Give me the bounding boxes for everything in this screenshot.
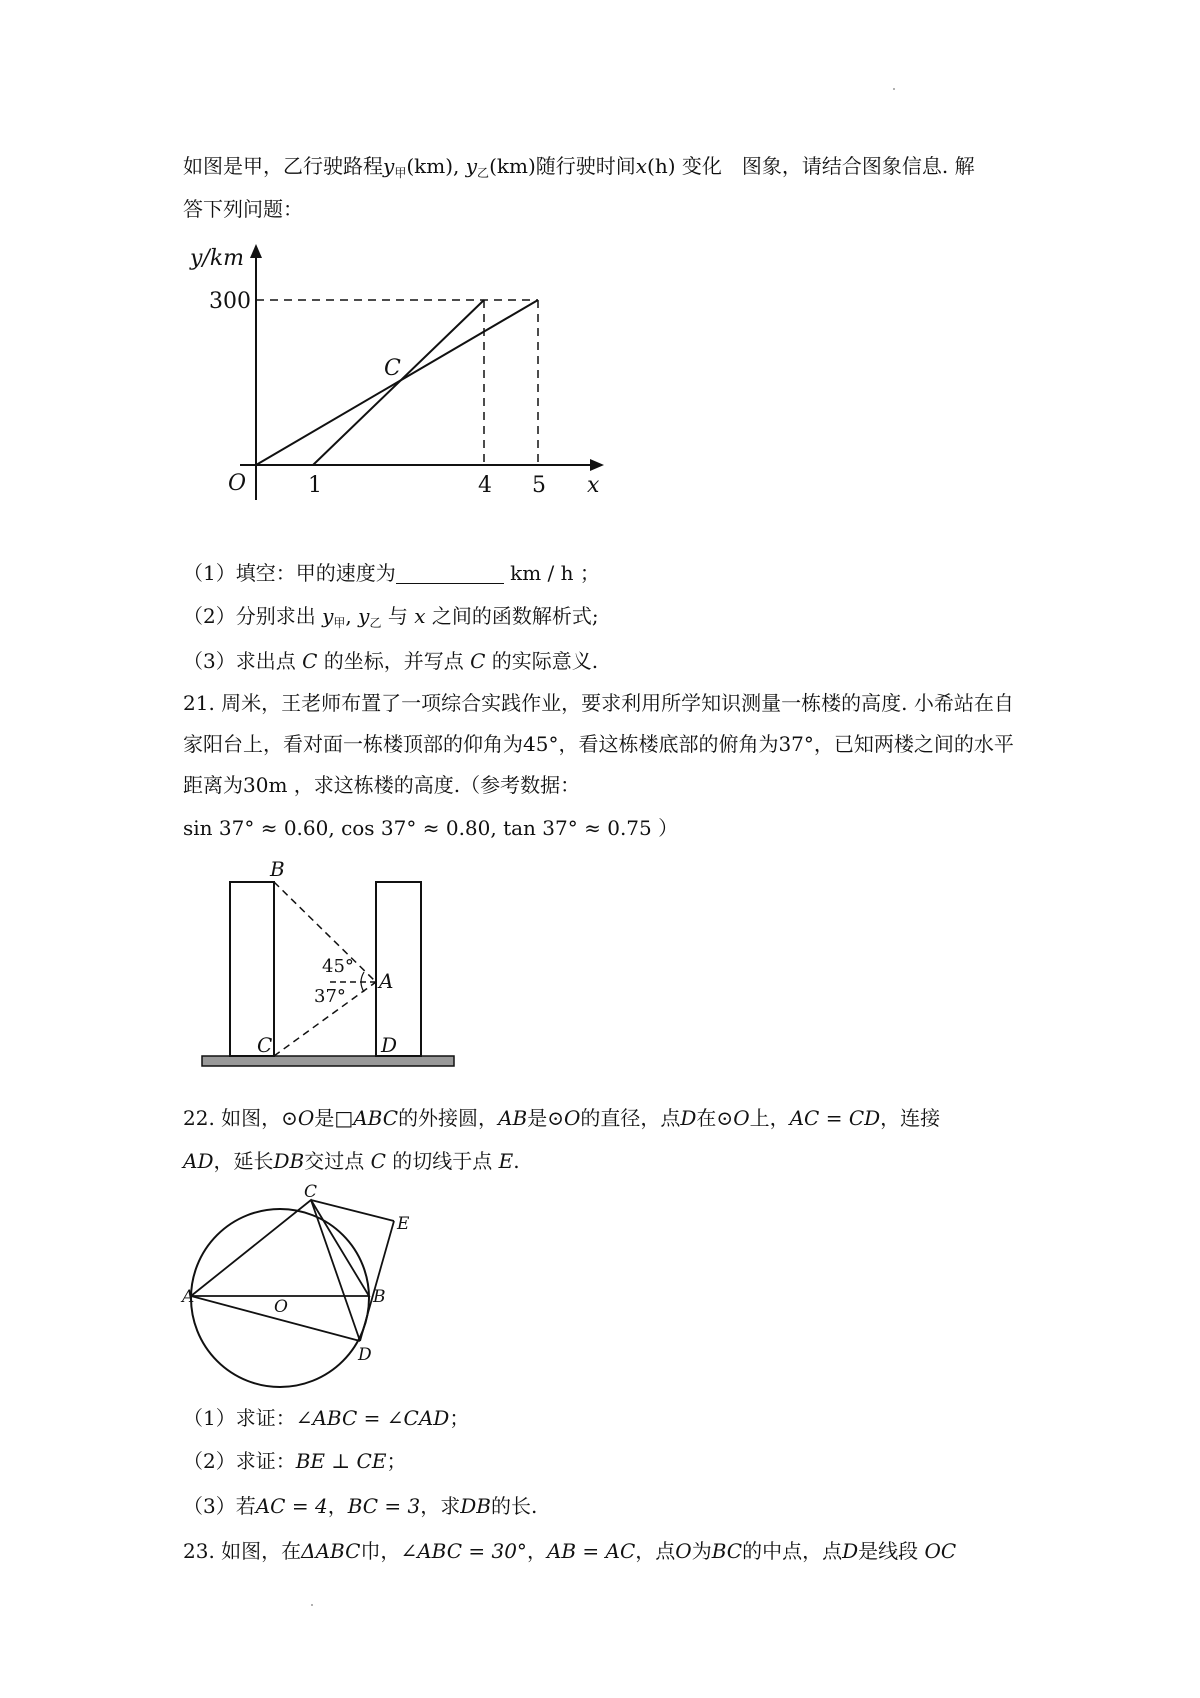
x-tick-4: 4	[478, 473, 492, 498]
x-axis-arrow	[590, 459, 604, 471]
stray-dot	[893, 88, 895, 90]
label-e: E	[397, 1214, 410, 1234]
q21-text: 21. 周米，王老师布置了一项综合实践作业，要求利用所学知识测量一栋楼的高度. 小希站在自家阳台上，看对面一栋楼顶部的仰角为45°，看这栋楼底部的俯角为37°，已知两楼之间的水平距离为30m ，求这栋楼的高度.（参考数据：	[183, 691, 1014, 797]
circle-figure	[180, 1180, 420, 1400]
label-b: B	[373, 1287, 386, 1307]
y-tick-300: 300	[209, 289, 251, 314]
y-axis-label: y/km	[190, 246, 245, 271]
y-axis-arrow	[250, 244, 262, 258]
stray-dot	[311, 1604, 313, 1606]
point-c-label: C	[384, 356, 401, 381]
q20-part3: （3）求出点 C 的坐标，并写点 C 的实际意义.	[183, 649, 599, 673]
label-a: A	[182, 1287, 195, 1307]
q22-part2: （2）求证：BE ⊥ CE；	[183, 1449, 407, 1473]
answer-blank	[396, 563, 504, 584]
x-tick-1: 1	[308, 473, 322, 498]
q22-part1: （1）求证：∠ABC = ∠CAD；	[183, 1406, 470, 1430]
origin-label: O	[228, 471, 247, 496]
label-a: A	[379, 969, 394, 993]
q20-intro-line1: 如图是甲，乙行驶路程$y_甲(km)$, $y_乙(km)$随行驶时间x(h) 变化 图象，请结合图象信息. 解	[183, 154, 975, 180]
q22-line1: 22. 如图，⊙O是□ABC的外接圆，AB是⊙O的直径，点D在⊙O上，AC = CD，连接	[183, 1106, 941, 1130]
q22-part3: （3）若AC = 4，BC = 3，求DB的长.	[183, 1494, 538, 1518]
building-left	[230, 882, 274, 1056]
label-d: D	[358, 1345, 372, 1365]
label-c: C	[257, 1033, 273, 1057]
angle-45: 45°	[322, 956, 354, 977]
q20-part2: （2）分别求出 $y_甲$, $y_乙$ 与 x 之间的函数解析式;	[183, 604, 599, 630]
x-tick-5: 5	[532, 473, 546, 498]
label-b: B	[270, 857, 285, 881]
label-d: D	[381, 1033, 398, 1057]
q20-intro-line2: 答下列问题：	[183, 197, 303, 221]
x-axis-label: x	[587, 473, 600, 498]
q20-part1: （1）填空：甲的速度为 km / h ；	[183, 561, 600, 585]
label-c: C	[304, 1182, 318, 1202]
line-jia	[256, 300, 538, 465]
q22-line2: AD，延长DB交过点 C 的切线于点 E.	[183, 1149, 520, 1173]
tangent-ce	[311, 1200, 394, 1221]
q23-line1: 23. 如图，在ΔABC巾，∠ABC = 30°，AB = AC，点O为BC的中点，点D是线段 OC	[183, 1539, 957, 1563]
buildings-figure	[195, 850, 470, 1070]
triangle-abc	[191, 1200, 369, 1296]
label-o: O	[274, 1297, 288, 1317]
line-de	[360, 1221, 394, 1341]
ground	[202, 1056, 454, 1066]
angle-37: 37°	[314, 986, 346, 1007]
line-yi	[313, 300, 484, 465]
q21-reference-data: sin 37° ≈ 0.60, cos 37° ≈ 0.80, tan 37° ≈ 0.75 ）	[183, 816, 679, 840]
distance-time-graph	[190, 235, 620, 510]
